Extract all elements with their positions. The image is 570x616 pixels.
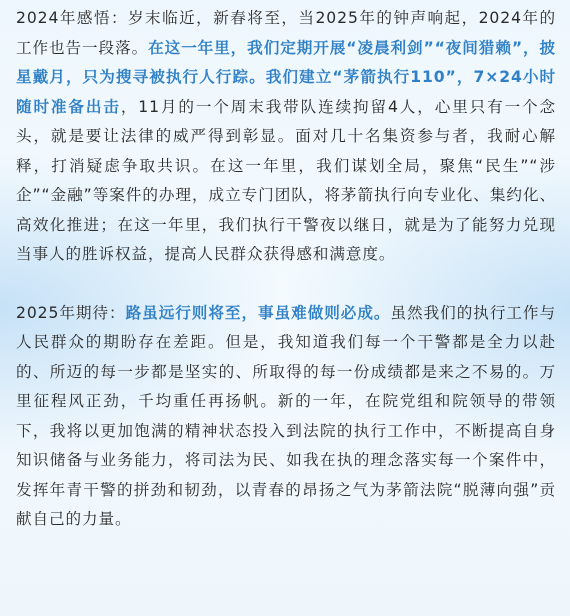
paragraph-2025-expectation [16,299,556,535]
paragraph-text: ，11月的一个周末我带队连续拘留4人，心里只有一个念头，就是要让法律的威严得到彰显。面对几十名集资参与者，我耐心解释，打消疑虑争取共识。在这一年里，我们谋划全局，聚焦“民生”“涉企”“金融”等案件的办理，成立专门团队，将茅箭执行向专业化、集约化、高效化推进；在这一年里，我们执行干警夜以继日，就是为了能努力兑现当事人的胜诉权益，提高人民群众获得感和满意度。 [16,97,556,263]
paragraph-text: 虽然我们的执行工作与人民群众的期盼存在差距。但是，我知道我们每一个干警都是全力以赴的、所迈的每一步都是坚实的、所取得的每一份成绩都是来之不易的。万里征程风正劲，千均重任再扬帆。新的一年，在院党组和院领导的带领下，我将以更加饱满的精神状态投入到法院的执行工作中，不断提高自身知识储备与业务能力，将司法为民、如我在执的理念落实每一个案件中，发挥年青干警的拼劲和韧劲，以青春的昂扬之气为茅箭法院“脱薄向强”贡献自己的力量。 [16,303,556,528]
paragraph-text: 2024年感悟：岁末临近，新春将至，当2025年的钟声响起，2024年的工作也告一段落。 [16,9,556,57]
highlighted-text: 在这一年里，我们定期开展“凌晨利剑”“夜间猎赖”，披星戴月，只为搜寻被执行人行踪。我们建立“茅箭执行110”，7×24小时随时准备出击 [16,38,557,116]
paragraph-2024-reflection [16,4,556,270]
highlighted-text: 路虽远行则将至，事虽难做则必成。 [125,303,391,322]
paragraph-text: 2025年期待： [16,303,126,322]
